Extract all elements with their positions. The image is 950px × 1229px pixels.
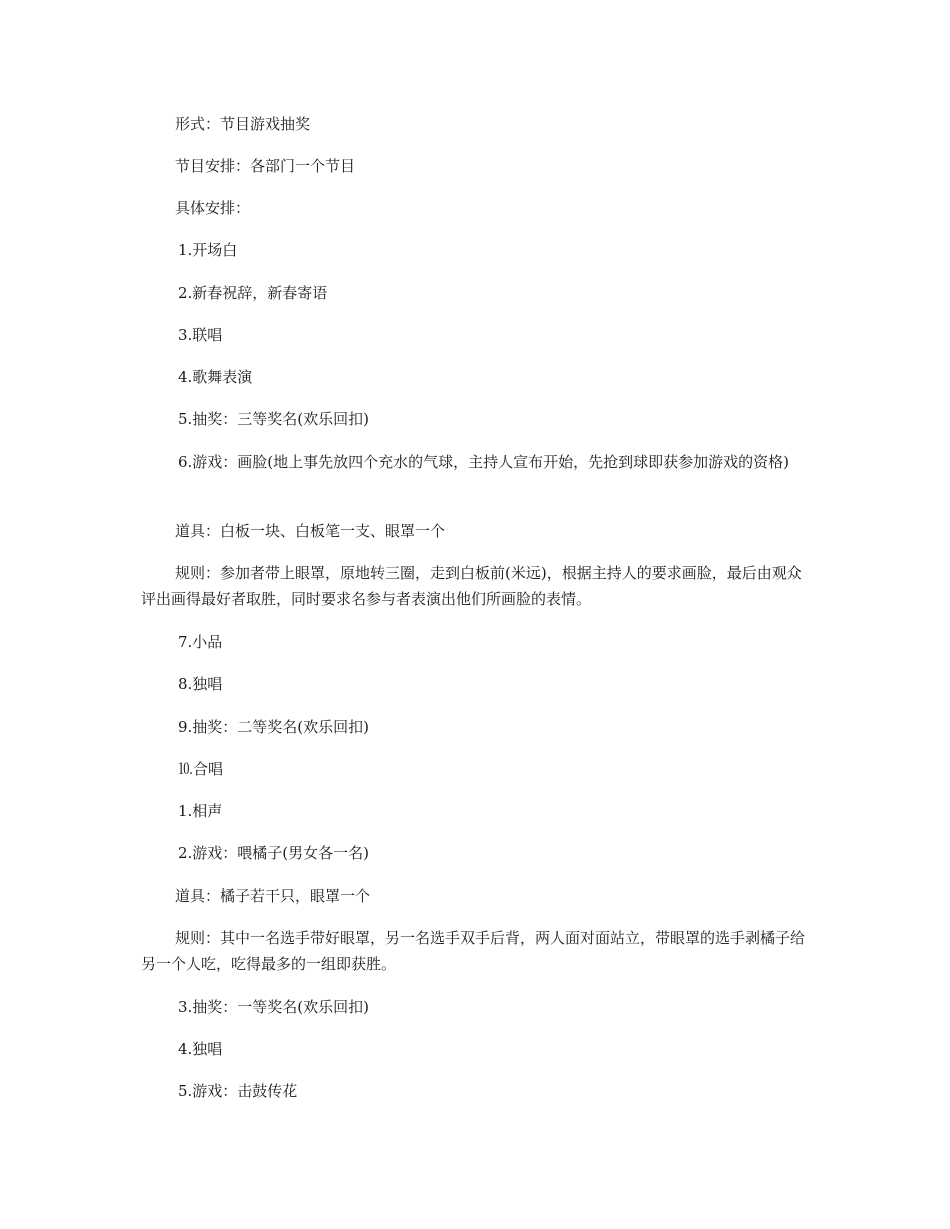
list-item: 2.新春祝辞，新春寄语 — [178, 284, 328, 302]
list-item: 3.联唱 — [178, 326, 223, 344]
list-item: 1.相声 — [178, 802, 223, 820]
paragraph-rules: 规则：其中一名选手带好眼罩，另一名选手双手后背，两人面对面站立，带眼罩的选手剥橘子给另一个人吃，吃得最多的一组即获胜。 — [141, 929, 806, 973]
paragraph-props: 道具：白板一块、白板笔一支、眼罩一个 — [175, 522, 446, 540]
list-item: 5.抽奖：三等奖名(欢乐回扣) — [178, 410, 370, 428]
list-item: 3.抽奖：一等奖名(欢乐回扣) — [178, 998, 370, 1016]
list-item: 9.抽奖：二等奖名(欢乐回扣) — [178, 718, 370, 736]
list-item: 1.开场白 — [178, 241, 238, 259]
paragraph-program-arrangement: 节目安排：各部门一个节目 — [175, 157, 356, 175]
list-item: 4.独唱 — [178, 1040, 223, 1058]
list-item-game-face-text: 6.游戏：画脸(地上事先放四个充水的气球，主持人宣布开始，先抢到球即获参加游戏的资格) — [178, 453, 790, 471]
list-item: 4.歌舞表演 — [178, 368, 253, 386]
list-item: 5.游戏：击鼓传花 — [178, 1082, 298, 1100]
paragraph-format: 形式：节目游戏抽奖 — [175, 115, 311, 133]
list-item: ⒑合唱 — [178, 760, 224, 778]
paragraph-rules: 规则：参加者带上眼罩，原地转三圈，走到白板前(米远)，根据主持人的要求画脸，最后由观众评出画得最好者取胜，同时要求名参与者表演出他们所画脸的表情。 — [141, 564, 802, 608]
paragraph-specific-arrangement: 具体安排： — [175, 199, 251, 217]
list-item-game-face — [141, 449, 809, 475]
list-item: 2.游戏：喂橘子(男女各一名) — [178, 844, 370, 862]
list-item: 8.独唱 — [178, 675, 223, 693]
paragraph-props: 道具：橘子若干只，眼罩一个 — [175, 887, 371, 905]
list-item: 7.小品 — [178, 633, 223, 651]
